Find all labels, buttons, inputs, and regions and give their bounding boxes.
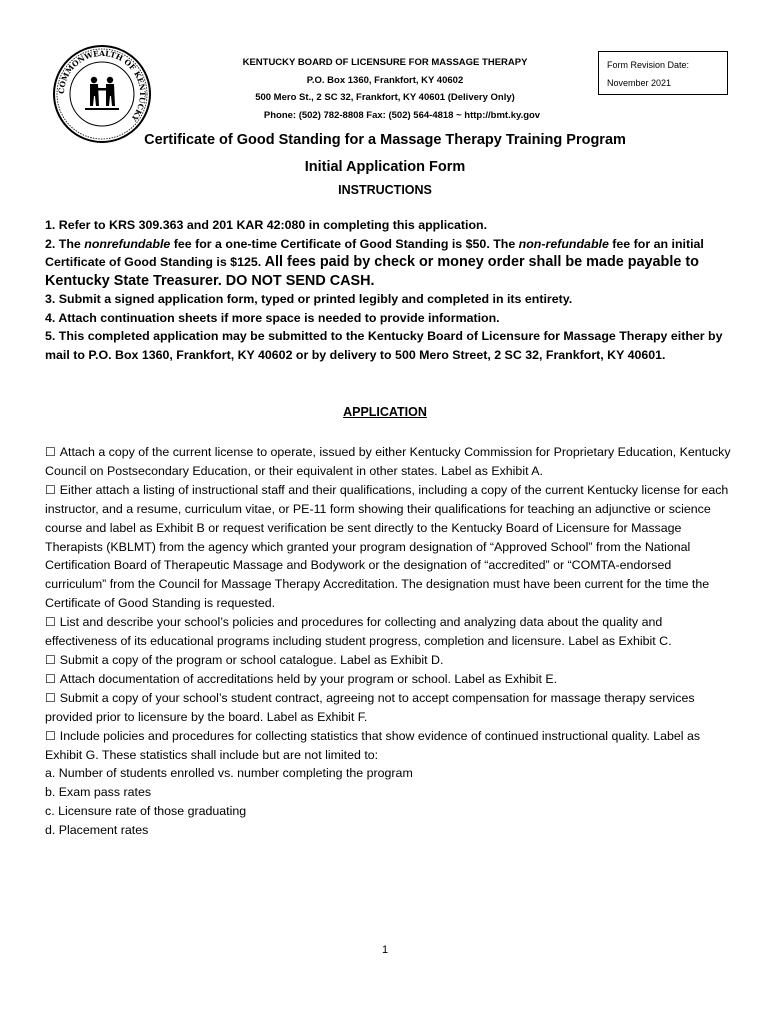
instruction-3: 3. Submit a signed application form, typed or printed legibly and completed in its entirety. <box>45 292 573 306</box>
checkbox-exhibit-g[interactable]: ☐ <box>45 728 56 743</box>
checkbox-exhibit-c[interactable]: ☐ <box>45 615 56 630</box>
instruction-2: 2. The nonrefundable fee for a one-time Certificate of Good Standing is $50. The non-refundable fee for an initial Certificate of Good Standing is $125. All fees paid by check or money order shall be made payable to Kentucky State Treasurer. DO NOT SEND CASH. <box>45 236 704 289</box>
application-heading: APPLICATION <box>343 405 427 419</box>
checkbox-exhibit-e[interactable]: ☐ <box>45 671 56 686</box>
list-item: d. Placement rates <box>45 823 149 838</box>
revision-date-box <box>598 51 728 95</box>
contact-line: Phone: (502) 782-8808 Fax: (502) 564-4818 ~ http://bmt.ky.gov <box>263 109 541 121</box>
instruction-1: 1. Refer to KRS 309.363 and 201 KAR 42:080 in completing this application. <box>45 218 488 232</box>
delivery-address: 500 Mero St., 2 SC 32, Frankfort, KY 40601 (Delivery Only) <box>255 92 515 103</box>
form-subtitle: Initial Application Form <box>304 159 466 175</box>
application-item-f: ☐ Submit a copy of your school’s student contract, agreeing not to accept compensation for massage therapy services provided prior to licensure by the board. Label as Exhibit F. <box>45 690 695 724</box>
application-list <box>45 443 735 840</box>
list-item: b. Exam pass rates <box>45 785 152 800</box>
checkbox-exhibit-d[interactable]: ☐ <box>45 652 56 667</box>
application-item-d: ☐ Submit a copy of the program or school catalogue. Label as Exhibit D. <box>45 652 444 667</box>
instruction-4: 4. Attach continuation sheets if more space is needed to provide information. <box>45 310 500 325</box>
application-item-g: ☐ Include policies and procedures for collecting statistics that show evidence of continued instructional quality. Label as Exhibit G. These statistics shall include but are not limited to: <box>45 728 701 762</box>
revision-label: Form Revision Date: <box>607 60 690 70</box>
board-header <box>200 54 570 124</box>
state-seal <box>52 44 152 144</box>
non-refundable-emphasis: non-refundable <box>518 236 609 251</box>
application-item-a: ☐ Attach a copy of the current license to operate, issued by either Kentucky Commission for Proprietary Education, Kentucky Council on Postsecondary Education, or their equivalent in other states. Label as Exhibit A. <box>45 445 731 478</box>
application-item-e: ☐ Attach documentation of accreditations held by your program or school. Label as Exhibit E. <box>45 671 558 686</box>
nonrefundable-emphasis: nonrefundable <box>84 236 171 251</box>
checkbox-exhibit-b[interactable]: ☐ <box>45 482 56 497</box>
seal-text: COMMONWEALTH OF KENTUCKY <box>56 48 148 123</box>
payment-notice: All fees paid by check or money order shall be made payable to Kentucky State Treasurer. DO NOT SEND CASH. <box>45 254 699 289</box>
checkbox-exhibit-a[interactable]: ☐ <box>45 445 56 459</box>
instructions-heading: INSTRUCTIONS <box>338 183 432 197</box>
list-item: a. Number of students enrolled vs. number completing the program <box>45 766 413 781</box>
checkbox-exhibit-f[interactable]: ☐ <box>45 690 56 705</box>
application-item-b: ☐ Either attach a listing of instructional staff and their qualifications, including a copy of the current Kentucky license for each instructor, and a resume, curriculum vitae, or PE-11 form showing their qualifications for teaching an adjunctive or science course and label as Exhibit B or request verification be sent directly to the Kentucky Board of Licensure for Massage Therapists (KBLMT) from the agency which granted your program designation of “Approved School” from the National Certification Board of Therapeutic Massage and Bodywork or the designation of “accredited” or “COMTA-endorsed curriculum” from the Council for Massage Therapy Accreditation. The designation must have been current for the time the Certificate of Good Standing is requested. <box>45 482 729 611</box>
instructions-list <box>45 216 735 364</box>
form-title: Certificate of Good Standing for a Massage Therapy Training Program <box>144 132 626 148</box>
mailing-address: P.O. Box 1360, Frankfort, KY 40602 <box>306 74 464 86</box>
list-item: c. Licensure rate of those graduating <box>45 804 247 819</box>
application-item-c: ☐ List and describe your school’s policies and procedures for collecting and analyzing data about the quality and effectiveness of its educational programs including student progress, completion and licensure. Label as Exhibit C. <box>45 615 672 649</box>
board-name: KENTUCKY BOARD OF LICENSURE FOR MASSAGE THERAPY <box>242 57 528 68</box>
instruction-5: 5. This completed application may be submitted to the Kentucky Board of Licensure for Massage Therapy either by mail to P.O. Box 1360, Frankfort, KY 40602 or by delivery to 500 Mero Street, 2 SC 32, Frankfort, KY 40601. <box>45 329 723 362</box>
revision-date: November 2021 <box>607 78 672 88</box>
page-number: 1 <box>381 944 389 956</box>
